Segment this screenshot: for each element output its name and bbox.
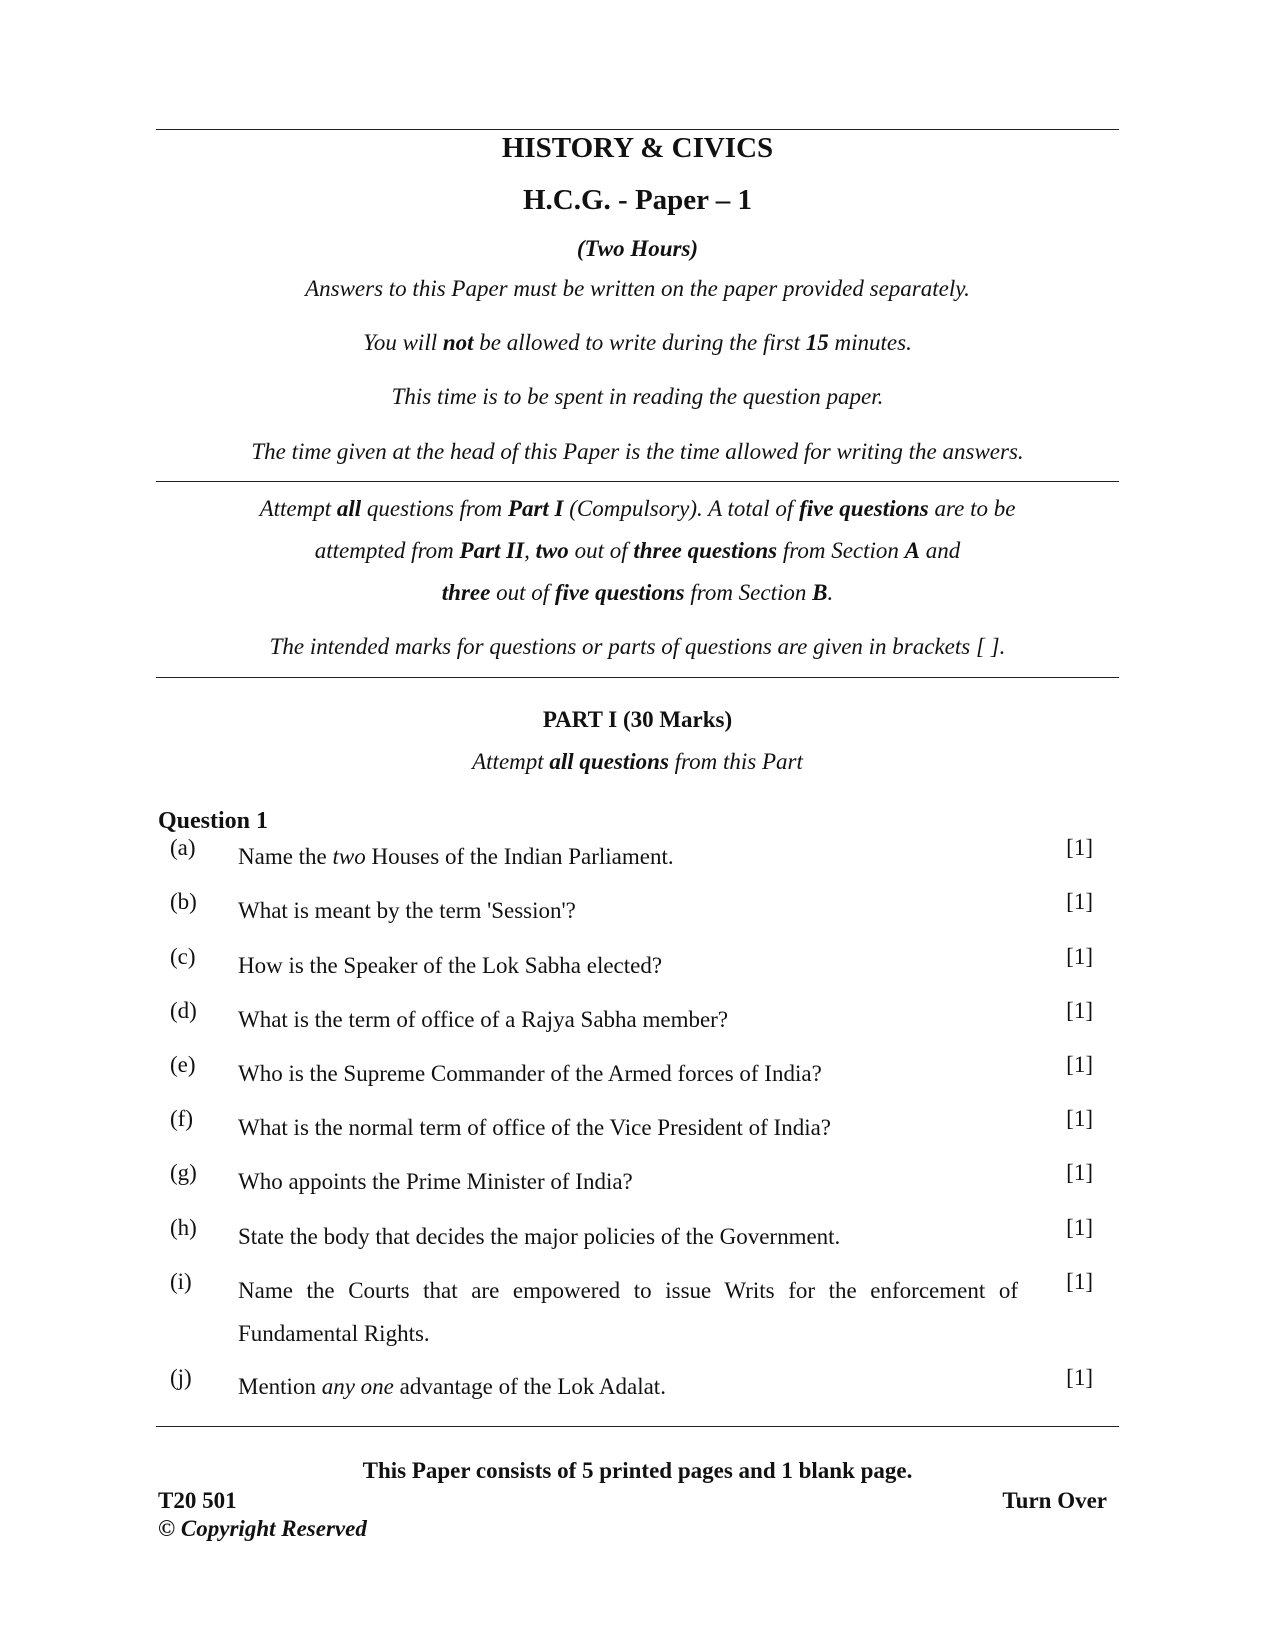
item-label: (c) — [170, 944, 196, 969]
item-label: (j) — [170, 1365, 192, 1390]
item-marks: [1] — [1066, 1052, 1093, 1077]
item-label: (d) — [170, 998, 197, 1023]
item-text: How is the Speaker of the Lok Sabha elected? — [238, 953, 663, 978]
paper-subtitle: H.C.G. - Paper – 1 — [522, 184, 753, 216]
paper-code: T20 501 — [158, 1488, 237, 1513]
instruction-line-4: The time given at the head of this Paper is the time allowed for writing the answers. — [251, 439, 1024, 464]
top-divider — [156, 129, 1119, 130]
item-text: What is the term of office of a Rajya Sabha member? — [238, 1007, 729, 1032]
part-title: PART I (30 Marks) — [542, 707, 733, 732]
item-text: Who is the Supreme Commander of the Armed forces of India? — [238, 1061, 822, 1086]
instruction-line-3: This time is to be spent in reading the question paper. — [391, 384, 884, 409]
attempt-line-1: Attempt all questions from Part I (Compulsory). A total of five questions are to be — [259, 496, 1016, 521]
item-text: What is the normal term of office of the Vice President of India? — [238, 1115, 832, 1140]
part-instruction: Attempt all questions from this Part — [472, 749, 803, 774]
turn-over: Turn Over — [1002, 1488, 1107, 1513]
item-marks: [1] — [1066, 889, 1093, 914]
item-label: (h) — [170, 1215, 197, 1240]
part-divider — [156, 677, 1119, 678]
item-marks: [1] — [1066, 1215, 1093, 1240]
item-text: State the body that decides the major policies of the Government. — [238, 1224, 841, 1249]
item-marks: [1] — [1066, 1365, 1093, 1390]
item-marks: [1] — [1066, 835, 1093, 860]
paper-duration: (Two Hours) — [576, 236, 699, 261]
item-label: (b) — [170, 889, 197, 914]
item-text: Mention any one advantage of the Lok Adalat. — [238, 1374, 666, 1399]
item-marks: [1] — [1066, 944, 1093, 969]
paper-title: HISTORY & CIVICS — [501, 132, 774, 164]
attempt-line-2: attempted from Part II, two out of three questions from Section A and — [314, 538, 961, 563]
item-label: (a) — [170, 835, 196, 860]
item-text: Who appoints the Prime Minister of India? — [238, 1169, 633, 1194]
copyright-notice: © Copyright Reserved — [158, 1516, 367, 1541]
marks-note: The intended marks for questions or parts of questions are given in brackets [ ]. — [269, 634, 1006, 659]
item-marks: [1] — [1066, 998, 1093, 1023]
item-marks: [1] — [1066, 1106, 1093, 1131]
item-label: (i) — [170, 1269, 192, 1294]
instruction-line-1: Answers to this Paper must be written on the paper provided separately. — [305, 276, 970, 301]
pages-note: This Paper consists of 5 printed pages and 1 blank page. — [362, 1458, 913, 1483]
item-label: (g) — [170, 1160, 197, 1185]
footer-divider — [156, 1426, 1119, 1427]
item-text: What is meant by the term 'Session'? — [238, 898, 576, 923]
attempt-line-3: three out of five questions from Section B. — [441, 580, 834, 605]
item-marks: [1] — [1066, 1160, 1093, 1185]
item-marks: [1] — [1066, 1269, 1093, 1294]
item-label: (f) — [170, 1106, 193, 1131]
item-label: (e) — [170, 1052, 196, 1077]
instructions-divider — [156, 481, 1119, 482]
question-heading: Question 1 — [158, 808, 269, 834]
item-text: Name the Courts that are empowered to issue Writs for the enforcement of Fundamental Rights. — [238, 1278, 1018, 1346]
instruction-line-2: You will not be allowed to write during the first 15 minutes. — [363, 330, 912, 355]
item-text: Name the two Houses of the Indian Parliament. — [238, 844, 674, 869]
